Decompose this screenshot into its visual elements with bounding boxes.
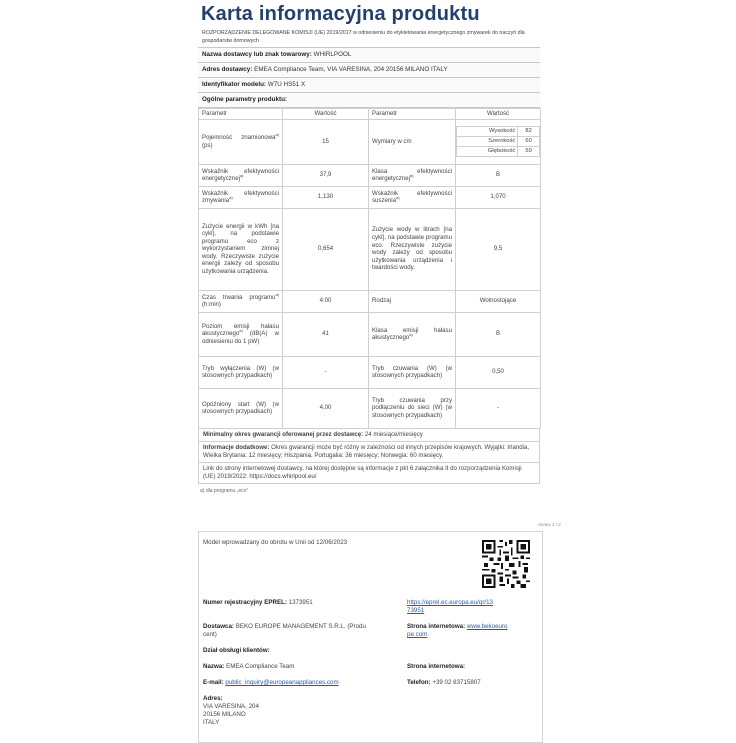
parameters-table — [198, 108, 541, 429]
table-row — [199, 208, 541, 290]
dimensions-cell — [456, 119, 541, 164]
supplier-value: WHIRLPOOL — [313, 51, 352, 58]
param-label: Zużycie wody w litrach [na cykl], na podstawie programu eco. Rzeczywiste zużycie wody zależy od sposobu użytkowania urządzenia i twardości wody. — [369, 208, 456, 290]
placed-on-market: Model wprowadzany do obrotu w Unii od 12/06/2023 — [203, 539, 348, 546]
param-label: Klasa efektywności energetycznej$^{a)}$ — [369, 164, 456, 186]
param-label: Tryb czuwania przy podłączeniu do sieci (W) (w stosownych przypadkach) — [369, 388, 456, 428]
address-label: Adres dostawcy: — [202, 66, 253, 73]
page-title: Karta informacyjna produktu — [201, 3, 480, 25]
card-supplier-value: BEKO EUROPE MANAGEMENT S.R.L. (Produ — [235, 623, 366, 630]
param-value: 41 — [283, 312, 369, 356]
param-label: Wymiary w cm — [369, 119, 456, 164]
param-label: Wskaźnik efektywności energetycznej$^{a)}$ — [199, 164, 283, 186]
table-row — [199, 312, 541, 356]
supplier-row — [198, 47, 540, 62]
param-label: Tryb wyłączenia (W) (w stosownych przypadkach) — [199, 356, 283, 388]
param-label: Pojemność znamionowa$^{a)}$ (ps) — [199, 119, 283, 164]
phone-row — [407, 679, 481, 686]
param-value: 9,5 — [456, 208, 541, 290]
param-value: B — [456, 312, 541, 356]
param-value: 0,654 — [283, 208, 369, 290]
regulation-text: ROZPORZĄDZENIE DELEGOWANE KOMISJI (UE) 2019/2017 w odniesieniu do etykietowania energetycznego zmywarek do naczyń dla gospodarstw domowych — [202, 30, 525, 44]
website-link[interactable]: www.bekoeuro — [466, 623, 508, 630]
supplier-label: Nazwa dostawcy lub znak towarowy: — [202, 51, 312, 58]
table-row — [199, 388, 541, 428]
dim-value: 59 — [518, 147, 540, 157]
qr-code-icon[interactable] — [482, 540, 530, 588]
website-link-cont[interactable]: pe.com — [407, 631, 428, 638]
table-row — [199, 356, 541, 388]
param-value: 37,9 — [283, 164, 369, 186]
param-label: Zużycie energii w kWh [na cykl], na podstawie programu eco z wykorzystaniem zimnej wody. Rzeczywiste zużycie energii zależy od sposobu użytkowania urządzenia. — [199, 208, 283, 290]
param-value: 1,070 — [456, 186, 541, 208]
website-label: Strona — [407, 623, 427, 630]
param-label: Wskaźnik efektywności zmywania$^{a)}$ — [199, 186, 283, 208]
param-label: Klasa emisji hałasu akustycznego$^{a)}$ — [369, 312, 456, 356]
card-supplier-value-cont: cent) — [203, 631, 217, 638]
dim-name: Głębokość — [457, 147, 518, 157]
service-web-label: Strona internetowa: — [407, 663, 466, 670]
address-value: EMEA Compliance Team, VIA VARESINA, 204 20156 MILANO ITALY — [254, 66, 448, 73]
model-label: Identyfikator modelu: — [202, 81, 267, 88]
warranty-label: Minimalny okres gwarancji oferowanej przez dostawcę: — [203, 430, 364, 438]
address-line: 20156 MILANO — [203, 711, 246, 718]
param-label: Tryb czuwania (W) (w stosownych przypadkach) — [369, 356, 456, 388]
additional-label: Informacje dodatkowe: — [203, 443, 270, 451]
website-row: Strona internetowa: www.bekoeuro — [407, 623, 508, 630]
address-row — [198, 62, 540, 77]
phone-value: +39 02 83715807 — [432, 679, 481, 686]
table-row — [199, 164, 541, 186]
weblink-info: Link do strony internetowej dostawcy, na której dostępne są informacje z pkt 6 załącznika II do rozporządzenia Komisji (UE) 2019/2022: https://docs.whirlpool.eu/ — [198, 463, 540, 484]
address-line: VIA VARESINA, 204 — [203, 703, 259, 710]
eprel-card — [198, 531, 543, 743]
warranty-row — [198, 429, 540, 442]
service-web-row — [407, 663, 465, 670]
additional-info — [198, 442, 540, 463]
version-label: Annex 1 / 2 — [538, 522, 561, 527]
param-value: - — [456, 388, 541, 428]
phone-label: Telefon: — [407, 679, 431, 686]
address-line: ITALY — [203, 719, 220, 726]
col-header-param: Parametr — [369, 109, 456, 120]
email-row — [203, 679, 339, 686]
email-link[interactable]: public_inquiry@europeanappliances.com — [225, 679, 339, 686]
general-header: Ogólne parametry produktu: — [198, 92, 540, 108]
param-value: 4,00 — [283, 388, 369, 428]
param-value: - — [283, 356, 369, 388]
model-value: W7U HS51 X — [267, 81, 306, 88]
table-row — [199, 290, 541, 312]
param-value: Wolnostojące — [456, 290, 541, 312]
service-name-value: EMEA Compliance Team — [226, 663, 295, 670]
param-value: B — [456, 164, 541, 186]
param-label: Opóźniony start (W) (w stosownych przypadkach) — [199, 388, 283, 428]
product-fiche — [198, 0, 540, 494]
param-value: 15 — [283, 119, 369, 164]
footnote: a) dla programu „eco” — [200, 487, 249, 494]
service-header: Dział obsługi klientów: — [203, 647, 270, 654]
col-header-value: Wartość — [456, 109, 541, 120]
col-header-param: Parametr — [199, 109, 283, 120]
eprel-row — [203, 599, 313, 606]
table-header-row — [199, 109, 541, 120]
eprel-label: Numer rejestracyjny EPREL: — [203, 599, 287, 606]
service-name-label: Nazwa: — [203, 663, 225, 670]
address-label-card: Adres: — [203, 695, 223, 702]
param-label: Rodzaj — [369, 290, 456, 312]
dimensions-table — [456, 126, 540, 157]
eprel-value: 1373951 — [288, 599, 313, 606]
warranty-value: 24 miesiące/miesięcy — [364, 430, 423, 438]
param-label: Poziom emisji hałasu akustycznego$^{a)}$ (dB(A) w odniesieniu do 1 pW) — [199, 312, 283, 356]
email-label: E-mail: — [203, 679, 224, 686]
additional-value: Okres gwarancji może być różny w zależności od innych przepisów krajowych. Wyjątki: Irlandia, Wielka Brytania: 12 miesięcy; Hiszpania, Portugalia: 36 miesięcy; Norwegia: 60 miesięcy. — [203, 443, 530, 459]
param-label: Czas trwania programu$^{a)}$ (h:min) — [199, 290, 283, 312]
col-header-value: Wartość — [283, 109, 369, 120]
dim-name: Szerokość — [457, 137, 518, 147]
param-value: 1,130 — [283, 186, 369, 208]
supplier-card-row — [203, 623, 366, 630]
eprel-link[interactable]: https://eprel.ec.europa.eu/qr/13 — [407, 599, 493, 606]
param-value: 0,50 — [456, 356, 541, 388]
param-label: Wskaźnik efektywności suszenia$^{a)}$ — [369, 186, 456, 208]
model-row — [198, 77, 540, 92]
table-row — [199, 186, 541, 208]
service-name-row — [203, 663, 294, 670]
dim-name: Wysokość — [457, 127, 518, 137]
dim-value: 60 — [518, 137, 540, 147]
table-row — [199, 119, 541, 164]
dim-value: 82 — [518, 127, 540, 137]
card-supplier-label: Dostawca: — [203, 623, 234, 630]
param-value: 4:00 — [283, 290, 369, 312]
eprel-link-cont[interactable]: 73951 — [407, 607, 425, 614]
